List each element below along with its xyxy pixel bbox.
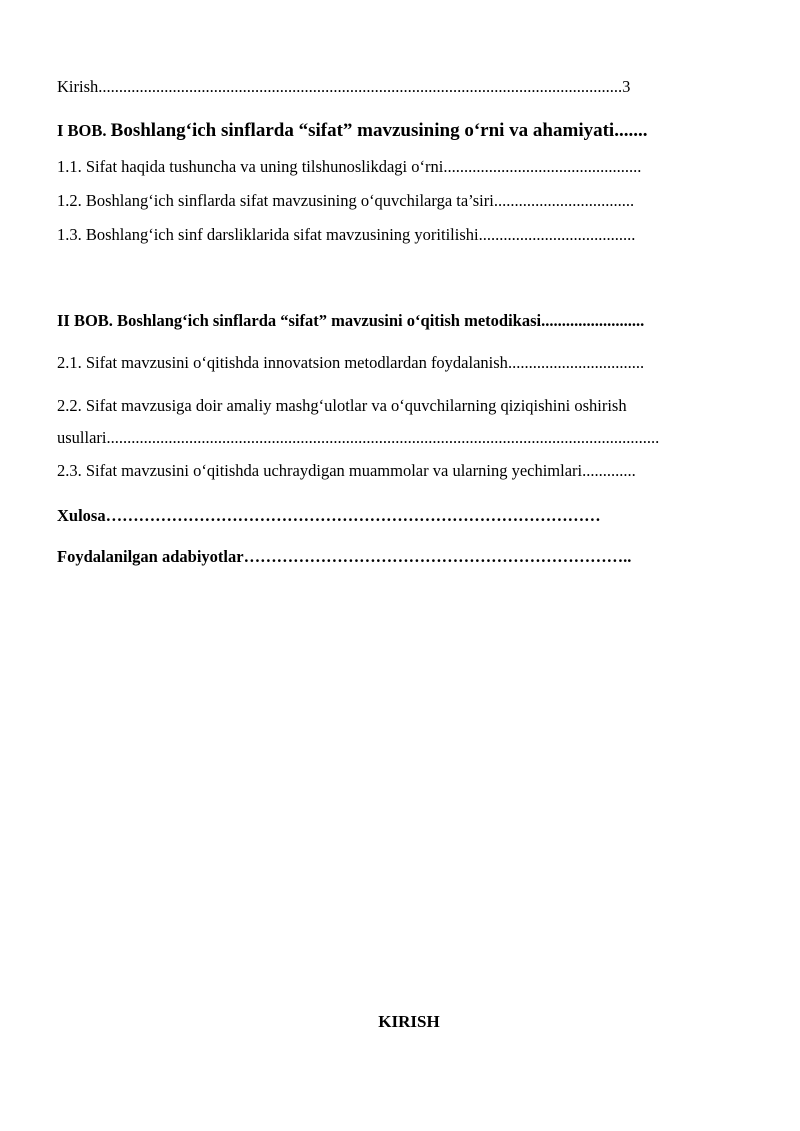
toc-leader: ……………………………………………………………………………… (105, 506, 601, 525)
toc-entry-label: Kirish (57, 77, 99, 96)
toc-chapter-1 (57, 121, 647, 141)
toc-leader: ................................................ (443, 157, 642, 176)
toc-section-2-1 (57, 353, 644, 373)
toc-leader: ...................................... (478, 225, 636, 244)
toc-leader: ......................... (541, 311, 645, 330)
toc-section-2-3 (57, 461, 636, 481)
toc-entry-intro (57, 77, 630, 97)
toc-section-1-3 (57, 225, 635, 245)
toc-leader: …………………………………………………………….. (243, 547, 632, 566)
section-title: 2.2. Sifat mavzusiga doir amaliy mashg‘ulotlar va o‘quvchilarning qiziqishini oshirish (57, 396, 627, 415)
toc-page-number: 3 (622, 77, 631, 96)
toc-chapter-2 (57, 311, 644, 331)
toc-entry-label: Xulosa (57, 506, 106, 525)
chapter-prefix: I BOB. (57, 121, 107, 140)
section-title-continued: usullari (57, 428, 107, 447)
section-title: 1.2. Boshlang‘ich sinflarda sifat mavzusining o‘quvchilarga ta’siri (57, 191, 494, 210)
chapter-title: Boshlang‘ich sinflarda “sifat” mavzusining o‘rni va ahamiyati (110, 120, 615, 141)
chapter-title: II BOB. Boshlang‘ich sinflarda “sifat” mavzusini o‘qitish metodikasi (57, 311, 542, 330)
toc-entry-references (57, 547, 631, 567)
toc-entry-conclusion (57, 506, 601, 526)
toc-leader: ............. (582, 461, 636, 480)
toc-leader: ...................................................................................................................................... (106, 428, 660, 447)
section-title: 2.1. Sifat mavzusini o‘qitishda innovatsion metodlardan foydalanish (57, 353, 508, 372)
section-title: 1.3. Boshlang‘ich sinf darsliklarida sifat mavzusining yoritilishi (57, 225, 479, 244)
section-title: 1.1. Sifat haqida tushuncha va uning tilshunoslikdagi o‘rni (57, 157, 444, 176)
toc-section-1-1 (57, 157, 641, 177)
toc-section-1-2 (57, 191, 634, 211)
section-heading-kirish: KIRISH (378, 1012, 440, 1031)
toc-leader: ................................. (507, 353, 645, 372)
toc-section-2-2-line-1 (57, 396, 627, 416)
toc-entry-label: Foydalanilgan adabiyotlar (57, 547, 244, 566)
section-title: 2.3. Sifat mavzusini o‘qitishda uchraydigan muammolar va ularning yechimlari (57, 461, 583, 480)
toc-section-2-2-line-2 (57, 428, 659, 448)
toc-leader: .................................. (493, 191, 635, 210)
toc-leader: ............................................................................................................................... (98, 77, 623, 96)
toc-leader: ....... (614, 120, 648, 141)
